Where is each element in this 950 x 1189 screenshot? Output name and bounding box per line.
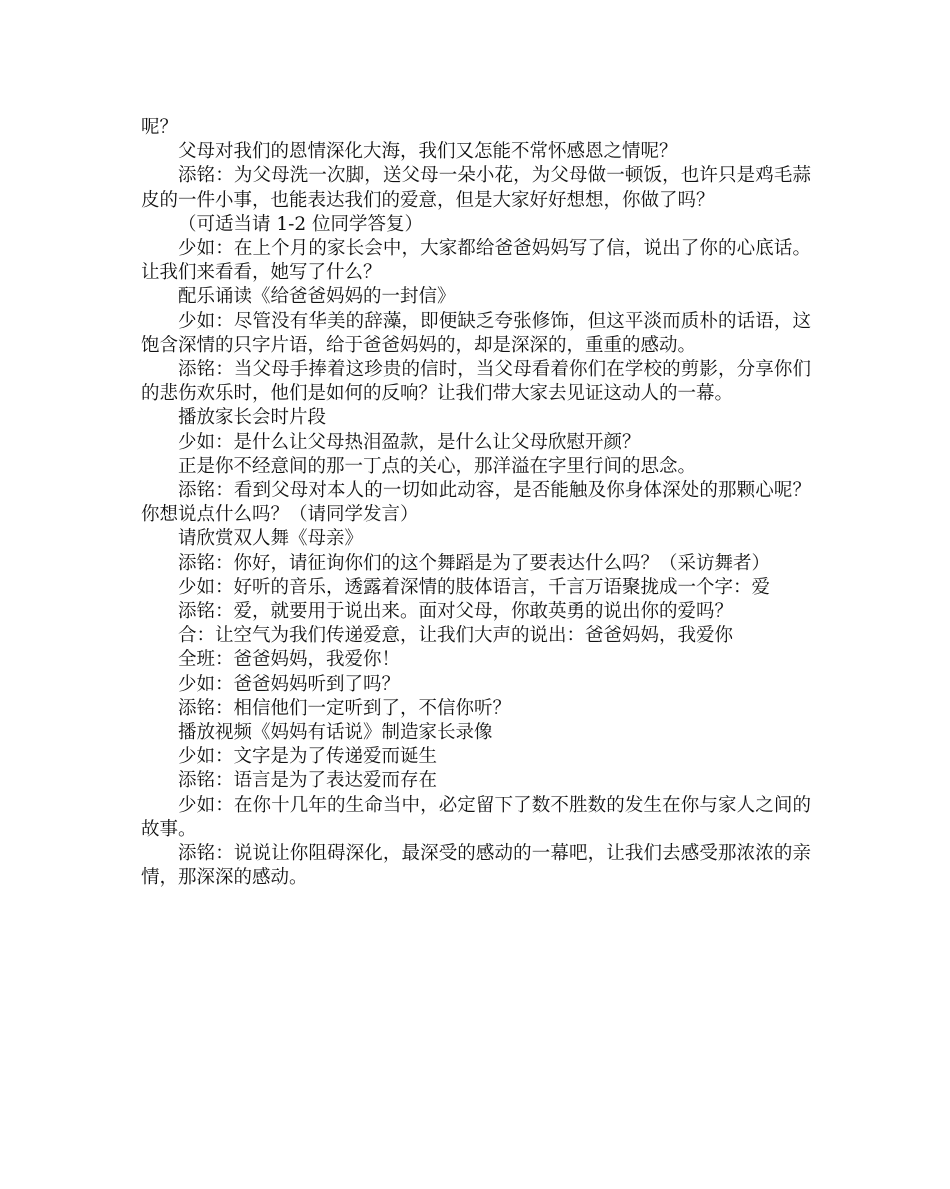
paragraph: 少如：在你十几年的生命当中，必定留下了数不胜数的发生在你与家人之间的故事。 [141,794,811,840]
paragraph: 合：让空气为我们传递爱意，让我们大声的说出：爸爸妈妈，我爱你 [178,625,734,647]
paragraph: 添铭：说说让你阻碍深化，最深受的感动的一幕吧，让我们去感受那浓浓的亲情，那深深的感动。 [141,843,811,889]
paragraph: 少如：好听的音乐，透露着深情的肢体语言，千言万语聚拢成一个字：爱 [178,576,771,598]
paragraph: 少如：是什么让父母热泪盈款，是什么让父母欣慰开颜？ [178,431,641,453]
paragraph: 添铭：当父母手捧着这珍贵的信时，当父母看着你们在学校的剪影，分享你们的悲伤欢乐时，他们是如何的反响？让我们带大家去见证这动人的一幕。 [141,359,811,405]
paragraph: 播放视频《妈妈有话说》制造家长录像 [178,722,493,744]
paragraph: 添铭：你好，请征询你们的这个舞蹈是为了要表达什么吗？（采访舞者） [178,552,771,574]
paragraph: 添铭：相信他们一定听到了，不信你听？ [178,697,512,719]
paragraph: 添铭：为父母洗一次脚，送父母一朵小花，为父母做一顿饭，也许只是鸡毛蒜皮的一件小事，也能表达我们的爱意，但是大家好好想想，你做了吗？ [141,165,811,211]
paragraph: 添铭：语言是为了表达爱而存在 [178,770,438,792]
paragraph: 少如：尽管没有华美的辞藻，即便缺乏夸张修饰，但这平淡而质朴的话语，这饱含深情的只字片语，给于爸爸妈妈的，却是深深的，重重的感动。 [141,310,811,356]
paragraph: 少如：在上个月的家长会中，大家都给爸爸妈妈写了信，说出了你的心底话。让我们来看看，她写了什么？ [141,238,811,284]
paragraph: 添铭：看到父母对本人的一切如此动容，是否能触及你身体深处的那颗心呢？你想说点什么吗？（请同学发言） [141,480,811,526]
paragraph: 正是你不经意间的那一丁点的关心，那洋溢在字里行间的思念。 [178,455,697,477]
paragraph: 呢？ [141,117,179,138]
paragraph: 少如：爸爸妈妈听到了吗？ [178,673,401,695]
paragraph: 请欣赏双人舞《母亲》 [178,528,364,550]
paragraph: 父母对我们的恩情深化大海，我们又怎能不常怀感恩之情呢？ [178,141,678,163]
paragraph: 添铭：爱，就要用于说出来。面对父母，你敢英勇的说出你的爱吗？ [178,601,734,623]
document-page [141,116,811,891]
paragraph: 配乐诵读《给爸爸妈妈的一封信》 [178,286,456,308]
paragraph: 播放家长会时片段 [178,407,327,429]
paragraph: （可适当请 1-2 位同学答复） [178,213,424,235]
paragraph: 全班：爸爸妈妈，我爱你！ [178,649,401,671]
paragraph: 少如：文字是为了传递爱而诞生 [178,746,438,768]
